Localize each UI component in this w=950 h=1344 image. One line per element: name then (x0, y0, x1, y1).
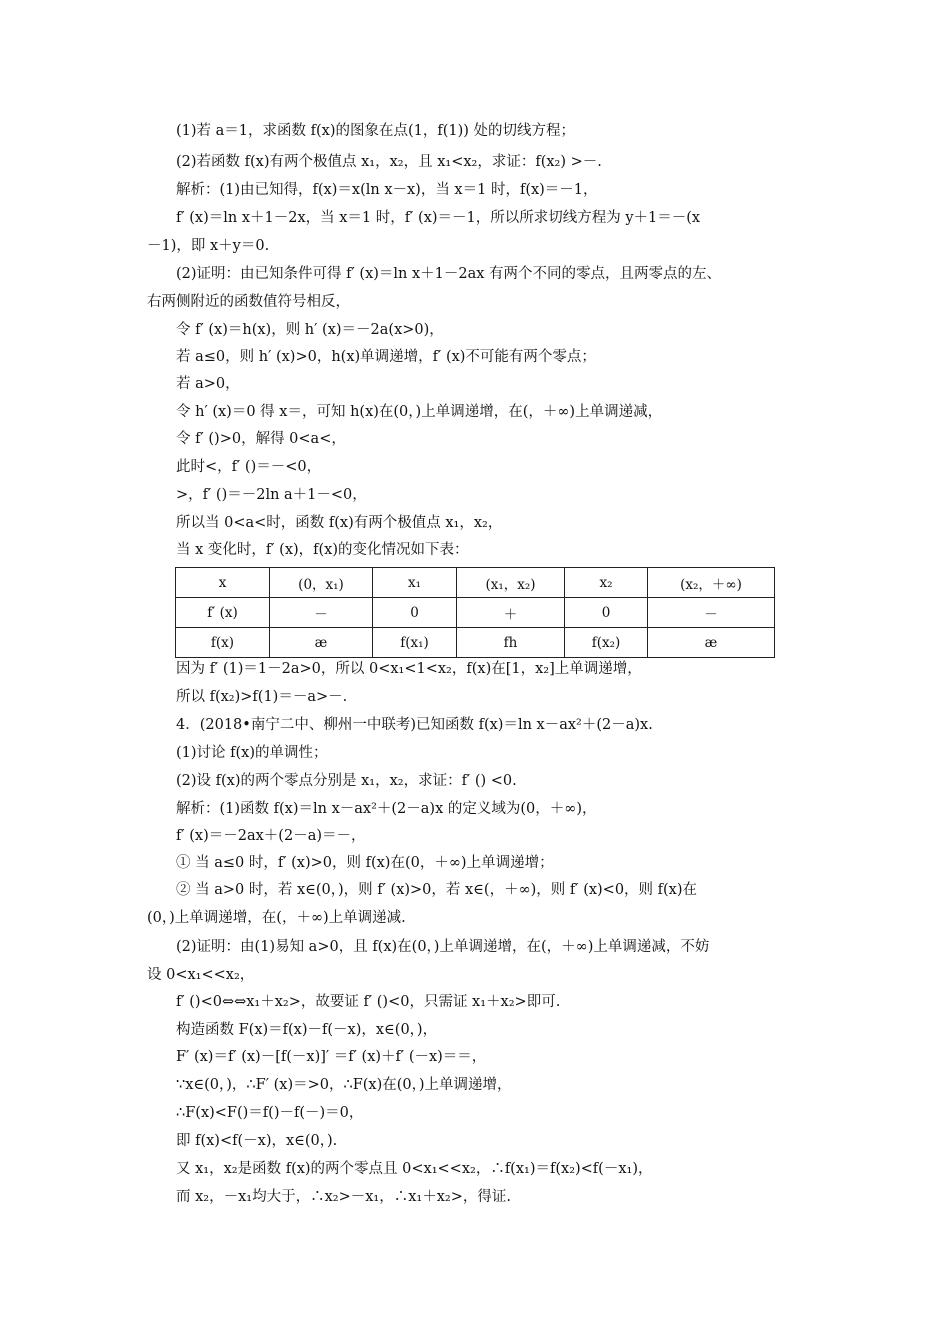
text-line: 即 f(x)<f(－x)，x∈(0，). (176, 1133, 338, 1149)
table-cell: fh (457, 628, 565, 658)
text-line: 所以 f(x₂)>f(1)＝－a>－. (176, 689, 348, 705)
text-line: 4．(2018•南宁二中、柳州一中联考)已知函数 f(x)＝ln x－ax²＋(2－a)x. (176, 717, 653, 733)
table-cell: 0 (373, 598, 457, 628)
table-cell: æ (648, 628, 775, 658)
table-cell: f(x) (176, 628, 270, 658)
text-line: 令 h′ (x)＝0 得 x＝，可知 h(x)在(0，)上单调递增，在(，＋∞)上单调递减， (176, 404, 663, 420)
text-line: >，f′ ()＝－2ln a＋1－<0， (176, 487, 367, 503)
table-row (176, 598, 775, 628)
text-line: (2)设 f(x)的两个零点分别是 x₁，x₂，求证：f′ () <0. (176, 773, 517, 789)
text-line: 令 f′ (x)＝h(x)，则 h′ (x)＝－2a(x>0)， (176, 322, 444, 338)
text-line: 因为 f′ (1)＝1－2a>0，所以 0<x₁<1<x₂，f(x)在[1，x₂]上单调递增， (176, 661, 642, 677)
text-line: 设 0<x₁<<x₂， (147, 967, 255, 983)
text-line: (2)若函数 f(x)有两个极值点 x₁，x₂，且 x₁<x₂，求证：f(x₂) >－. (176, 154, 602, 170)
table-cell: － (648, 598, 775, 628)
text-line: 若 a≤0，则 h′ (x)>0，h(x)单调递增，f′ (x)不可能有两个零点； (176, 349, 596, 365)
text-line: 解析：(1)由已知得，f(x)＝x(ln x－x)，当 x＝1 时，f(x)＝－1， (176, 182, 598, 198)
table-header-row (176, 568, 775, 598)
table-cell: ＋ (457, 598, 565, 628)
table-cell: (x₂，＋∞) (648, 568, 775, 598)
table-cell: x₁ (373, 568, 457, 598)
text-line: (2)证明：由(1)易知 a>0，且 f(x)在(0，)上单调递增，在(，＋∞)上单调递减，不妨 (176, 939, 710, 955)
text-line: 令 f′ ()>0，解得 0<a<， (176, 431, 346, 447)
text-line: f′ (x)＝－2ax＋(2－a)＝－， (176, 828, 366, 844)
text-line: f′ ()<0⇔⇔x₁＋x₂>，故要证 f′ ()<0，只需证 x₁＋x₂>即可. (176, 994, 561, 1010)
text-line: ∴F(x)<F()＝f()－f(－)＝0， (176, 1105, 364, 1121)
text-line: 又 x₁，x₂是函数 f(x)的两个零点且 0<x₁<<x₂，∴f(x₁)＝f(x₂)<f(－x₁)， (176, 1161, 653, 1177)
table-cell: f′ (x) (176, 598, 270, 628)
text-line: 构造函数 F(x)＝f(x)－f(－x)，x∈(0，)， (176, 1022, 438, 1038)
text-line: f′ (x)＝ln x＋1－2x，当 x＝1 时，f′ (x)＝－1，所以所求切线方程为 y＋1＝－(x (176, 210, 701, 226)
table-cell: － (270, 598, 373, 628)
text-line: (1)讨论 f(x)的单调性； (176, 745, 328, 761)
text-line: (1)若 a＝1，求函数 f(x)的图象在点(1，f(1)) 处的切线方程； (176, 123, 576, 139)
table-row (176, 628, 775, 658)
text-line: 解析：(1)函数 f(x)＝ln x－ax²＋(2－a)x 的定义域为(0，＋∞)， (176, 801, 597, 817)
text-line: ② 当 a>0 时，若 x∈(0，)，则 f′ (x)>0，若 x∈(，＋∞)，则 f′ (x)<0，则 f(x)在 (176, 882, 698, 898)
table-cell: (0，x₁) (270, 568, 373, 598)
text-line: 当 x 变化时，f′ (x)，f(x)的变化情况如下表： (176, 542, 469, 558)
table-cell: (x₁，x₂) (457, 568, 565, 598)
variation-table (175, 567, 775, 658)
text-line: 而 x₂，－x₁均大于，∴x₂>－x₁，∴x₁＋x₂>，得证. (176, 1189, 511, 1205)
text-line: F′ (x)＝f′ (x)－[f(－x)]′ ＝f′ (x)＋f′ (－x)＝＝， (176, 1049, 487, 1065)
table-cell: 0 (565, 598, 648, 628)
text-line: ∵x∈(0，)，∴F′ (x)＝>0，∴F(x)在(0，)上单调递增， (176, 1077, 512, 1093)
text-line: 若 a>0， (176, 376, 240, 392)
table-cell: x (176, 568, 270, 598)
text-line: ① 当 a≤0 时，f′ (x)>0，则 f(x)在(0，＋∞)上单调递增； (176, 855, 554, 871)
text-line: 此时<，f′ ()＝－<0， (176, 459, 322, 475)
text-line: (2)证明：由已知条件可得 f′ (x)＝ln x＋1－2ax 有两个不同的零点，且两零点的左、 (176, 266, 722, 282)
table-cell: æ (270, 628, 373, 658)
text-line: 所以当 0<a<时，函数 f(x)有两个极值点 x₁，x₂， (176, 515, 503, 531)
table-cell: f(x₁) (373, 628, 457, 658)
table-cell: x₂ (565, 568, 648, 598)
text-line: (0，)上单调递增，在(，＋∞)上单调递减. (147, 910, 406, 926)
text-line: 右两侧附近的函数值符号相反， (147, 294, 350, 310)
text-line: －1)，即 x＋y＝0. (147, 238, 270, 254)
table-cell: f(x₂) (565, 628, 648, 658)
